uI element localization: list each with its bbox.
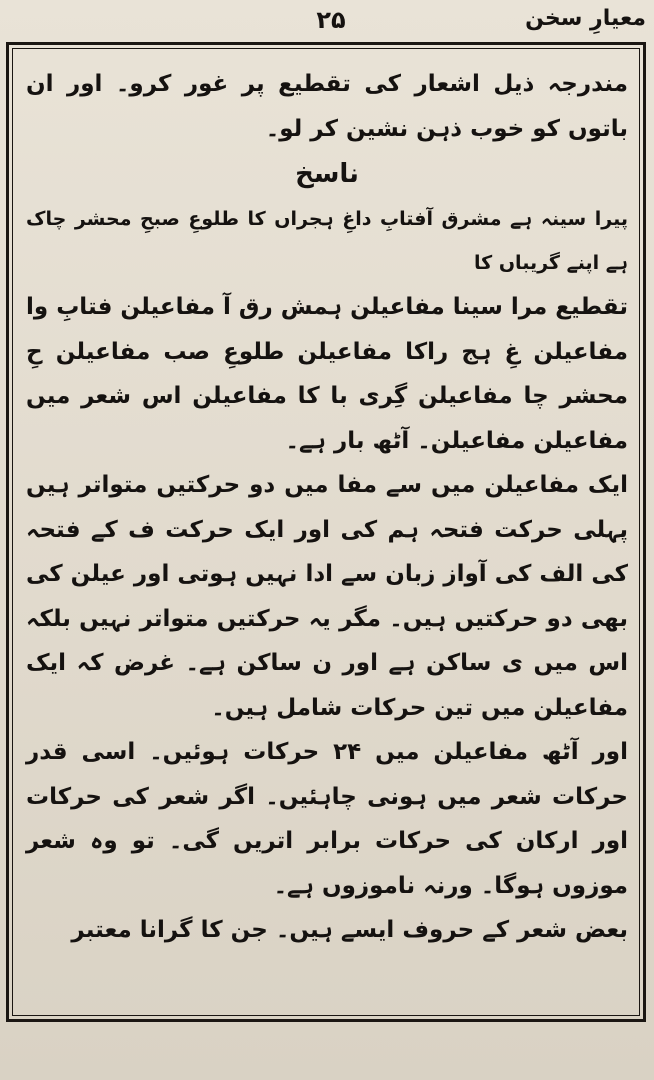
poet-heading: ناسخ <box>295 159 359 189</box>
verse-couplet: پیرا سینہ ہے مشرق آفتابِ داغِ ہجراں کا طلوعِ صبحِ محشر چاک ہے اپنے گریباں کا <box>26 208 628 274</box>
body-paragraph-1: ایک مفاعیلن میں سے مفا میں دو حرکتیں متواتر ہیں پہلی حرکت فتحہ ہم کی اور ایک حرکت ف کے فتحہ کی الف کی آواز زبان سے ادا نہیں ہوتی اور عیلن کی بھی دو حرکتیں ہیں۔ مگر یہ حرکتیں متواتر نہیں بلکہ اس میں ی ساکن ہے اور ن ساکن ہے۔ غرض کہ ایک مفاعیلن میں تین حرکات شامل ہیں۔ <box>26 472 628 721</box>
running-title: معیارِ سخن <box>525 6 646 31</box>
page-number: ۲۵ <box>316 6 346 34</box>
page-header <box>0 4 654 40</box>
text-body <box>26 62 628 1010</box>
scansion-paragraph: تقطیع مرا سینا مفاعیلن ہمش رق آ مفاعیلن فتابِ وا مفاعیلن غِ ہج راکا مفاعیلن طلوعِ صب مفاعیلن حِ محشر چا مفاعیلن گِری با کا مفاعیلن اس شعر میں مفاعیلن مفاعیلن۔ آٹھ بار ہے۔ <box>26 294 628 454</box>
intro-paragraph: مندرجہ ذیل اشعار کی تقطیع پر غور کرو۔ اور ان باتوں کو خوب ذہن نشین کر لو۔ <box>26 71 628 142</box>
body-paragraph-2: اور آٹھ مفاعیلن میں ۲۴ حرکات ہوئیں۔ اسی قدر حرکات شعر میں ہونی چاہئیں۔ اگر شعر کی حرکات اور ارکان کی حرکات برابر اتریں گی۔ تو وہ شعر موزوں ہوگا۔ ورنہ ناموزوں ہے۔ <box>26 739 628 899</box>
body-paragraph-3: بعض شعر کے حروف ایسے ہیں۔ جن کا گرانا معتبر <box>71 917 628 943</box>
